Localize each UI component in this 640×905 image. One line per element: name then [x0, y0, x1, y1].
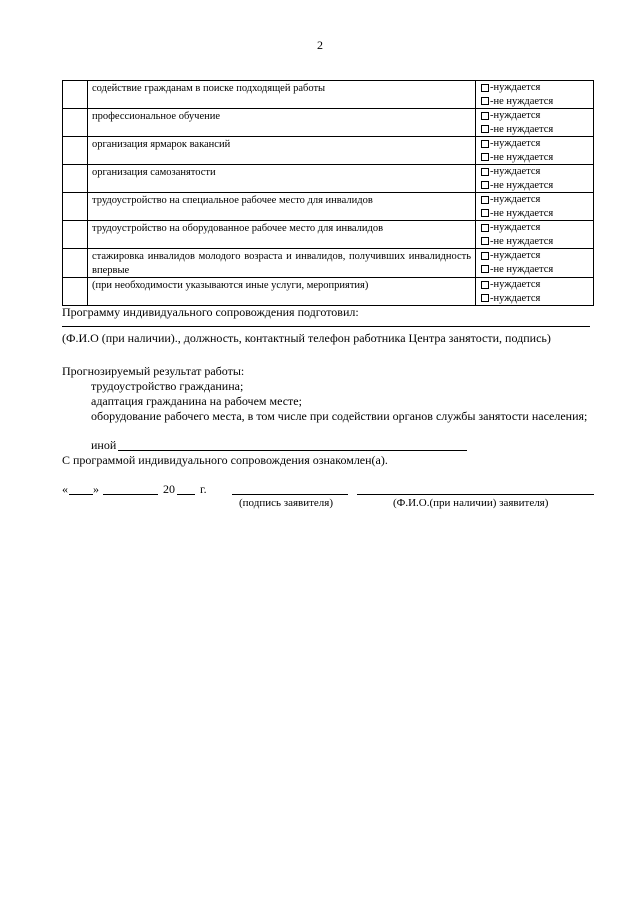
measure-cell: организация ярмарок вакансий [88, 137, 476, 165]
result-item-adaptation: адаптация гражданина на рабочем месте; [91, 394, 302, 408]
table-row [63, 193, 594, 221]
checkbox-icon[interactable] [481, 224, 489, 232]
row-number-cell [63, 81, 88, 109]
option-label: -не нуждается [490, 123, 554, 135]
result-other-line [118, 450, 467, 451]
table-row [63, 165, 594, 193]
need-options-cell [476, 109, 594, 137]
needs-option[interactable] [481, 249, 593, 263]
table-row [63, 221, 594, 249]
date-month-line [103, 494, 158, 495]
needs-option[interactable] [481, 278, 593, 292]
row-number-cell [63, 249, 88, 278]
page-number: 2 [317, 38, 323, 52]
prepared-by-line [62, 326, 590, 327]
needs-option[interactable] [481, 193, 593, 207]
row-number-cell [63, 193, 88, 221]
measure-cell: (при необходимости указываются иные услуги, мероприятия) [88, 278, 476, 306]
name-line [357, 494, 594, 495]
result-item-equipment: оборудование рабочего места, в том числе при содействии органов службы занятости населения; [91, 409, 588, 423]
no-need-option[interactable] [481, 123, 593, 137]
table-row [63, 278, 594, 306]
needs-option[interactable] [481, 137, 593, 151]
option-label: -нуждается [490, 166, 541, 177]
no-need-option[interactable] [481, 292, 593, 306]
checkbox-icon[interactable] [481, 125, 489, 133]
option-label: -не нуждается [490, 95, 554, 107]
checkbox-icon[interactable] [481, 140, 489, 148]
row-number-cell [63, 165, 88, 193]
prepared-by-caption: (Ф.И.О (при наличии)., должность, контактный телефон работника Центра занятости, подпись) [62, 331, 551, 345]
no-need-option[interactable] [481, 179, 593, 193]
option-label: -не нуждается [490, 235, 554, 247]
need-options-cell [476, 221, 594, 249]
date-open-quote: « [62, 482, 68, 496]
needs-option[interactable] [481, 81, 593, 95]
row-number-cell [63, 221, 88, 249]
row-number-cell [63, 137, 88, 165]
need-options-cell [476, 165, 594, 193]
date-year-line [177, 494, 195, 495]
option-label: -нуждается [490, 292, 541, 304]
option-label: -не нуждается [490, 179, 554, 191]
date-close-quote: » [93, 482, 99, 496]
need-options-cell [476, 278, 594, 306]
table-row [63, 249, 594, 278]
checkbox-icon[interactable] [481, 281, 489, 289]
need-options-cell [476, 193, 594, 221]
measure-cell: профессиональное обучение [88, 109, 476, 137]
support-measures-table [62, 80, 594, 306]
table-row [63, 137, 594, 165]
checkbox-icon[interactable] [481, 196, 489, 204]
no-need-option[interactable] [481, 95, 593, 109]
measure-cell: организация самозанятости [88, 165, 476, 193]
option-label: -нуждается [490, 138, 541, 149]
needs-option[interactable] [481, 109, 593, 123]
needs-option[interactable] [481, 221, 593, 235]
no-need-option[interactable] [481, 151, 593, 165]
measure-cell: трудоустройство на специальное рабочее место для инвалидов [88, 193, 476, 221]
prepared-by-label: Программу индивидуального сопровождения подготовил: [62, 305, 359, 319]
option-label: -нуждается [490, 250, 541, 261]
checkbox-icon[interactable] [481, 294, 489, 302]
date-day-line [69, 494, 93, 495]
option-label: -не нуждается [490, 207, 554, 219]
table-row [63, 109, 594, 137]
name-caption: (Ф.И.О.(при наличии) заявителя) [393, 497, 549, 509]
date-year-suffix: г. [200, 482, 207, 496]
measure-cell: стажировка инвалидов молодого возраста и инвалидов, получивших инвалидность впервые [88, 249, 476, 278]
checkbox-icon[interactable] [481, 168, 489, 176]
checkbox-icon[interactable] [481, 153, 489, 161]
checkbox-icon[interactable] [481, 84, 489, 92]
checkbox-icon[interactable] [481, 252, 489, 260]
need-options-cell [476, 81, 594, 109]
signature-caption: (подпись заявителя) [239, 497, 334, 509]
no-need-option[interactable] [481, 207, 593, 221]
option-label: -нуждается [490, 110, 541, 121]
measure-cell: содействие гражданам в поиске подходящей работы [88, 81, 476, 109]
signature-line [232, 494, 348, 495]
result-item-employment: трудоустройство гражданина; [91, 379, 244, 393]
no-need-option[interactable] [481, 235, 593, 249]
results-title: Прогнозируемый результат работы: [62, 364, 245, 378]
option-label: -не нуждается [490, 263, 554, 275]
checkbox-icon[interactable] [481, 237, 489, 245]
result-item-other-label: иной [91, 438, 117, 452]
option-label: -нуждается [490, 194, 541, 205]
checkbox-icon[interactable] [481, 209, 489, 217]
needs-option[interactable] [481, 165, 593, 179]
measure-cell: трудоустройство на оборудованное рабочее место для инвалидов [88, 221, 476, 249]
row-number-cell [63, 109, 88, 137]
checkbox-icon[interactable] [481, 112, 489, 120]
checkbox-icon[interactable] [481, 181, 489, 189]
need-options-cell [476, 249, 594, 278]
table-row [63, 81, 594, 109]
option-label: -нуждается [490, 279, 541, 290]
option-label: -нуждается [490, 222, 541, 233]
no-need-option[interactable] [481, 263, 593, 277]
row-number-cell [63, 278, 88, 306]
option-label: -нуждается [490, 82, 541, 93]
need-options-cell [476, 137, 594, 165]
checkbox-icon[interactable] [481, 97, 489, 105]
acquainted-statement: С программой индивидуального сопровождения ознакомлен(а). [62, 453, 388, 467]
option-label: -не нуждается [490, 151, 554, 163]
date-year-prefix: 20 [163, 482, 175, 496]
checkbox-icon[interactable] [481, 265, 489, 273]
